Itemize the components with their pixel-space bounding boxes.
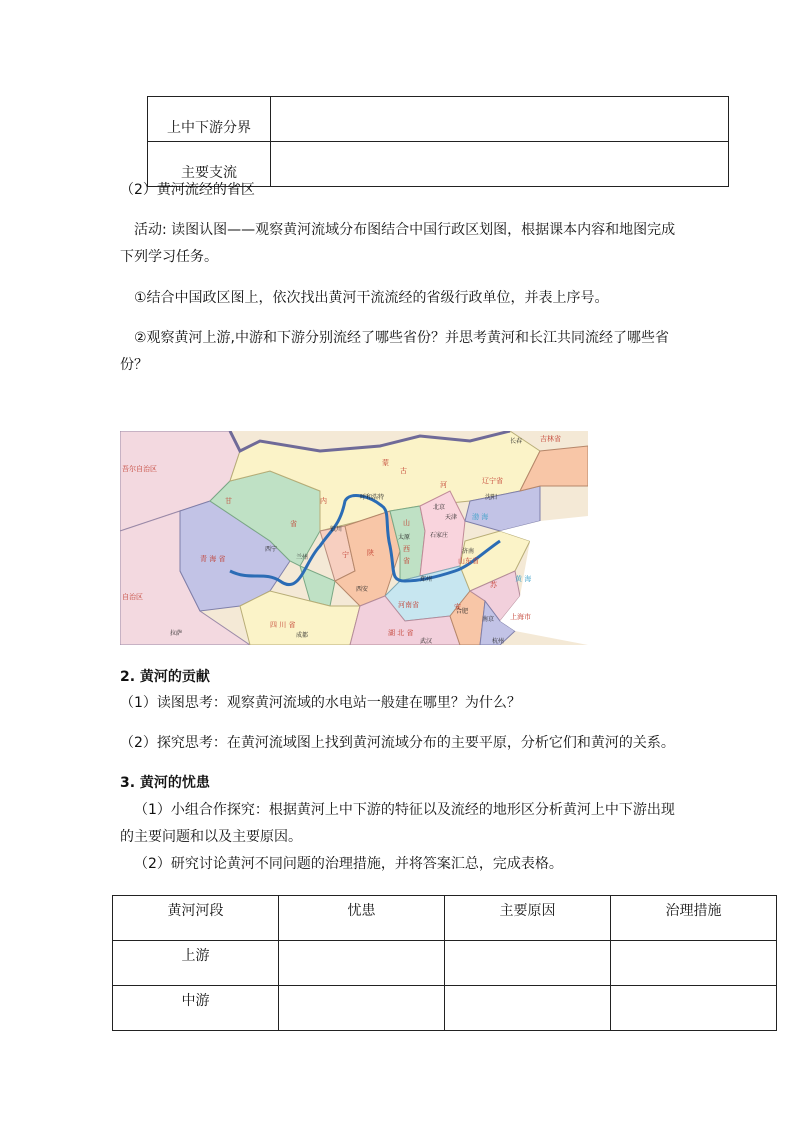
map-label: 蒙 bbox=[382, 459, 389, 467]
map-label: 山东省 bbox=[458, 557, 479, 565]
map-city-label: 西安 bbox=[356, 586, 369, 593]
table-cell-label: 上中下游分界 bbox=[148, 97, 271, 142]
map-city-label: 长春 bbox=[510, 438, 523, 445]
map-label: 上海市 bbox=[510, 613, 531, 621]
map-label: 安 bbox=[454, 603, 461, 611]
section-3-heading: 3. 黄河的忧患 bbox=[120, 775, 210, 791]
map-city-label: 济南 bbox=[462, 548, 475, 555]
map-city-label: 太原 bbox=[398, 534, 411, 541]
map-city-label: 沈阳 bbox=[485, 494, 498, 501]
map-label: 山 bbox=[403, 519, 410, 527]
section-2-q2: （2）探究思考：在黄河流域图上找到黄河流域分布的主要平原，分析它们和黄河的关系。 bbox=[120, 735, 675, 751]
map-label: 苏 bbox=[490, 581, 497, 589]
table-cell-answer[interactable] bbox=[279, 941, 445, 986]
map-city-label: 石家庄 bbox=[430, 532, 449, 539]
table-cell-answer[interactable] bbox=[445, 986, 611, 1031]
section-3-q1-cont: 的主要问题和以及主要原因。 bbox=[120, 829, 302, 845]
map-label: 古 bbox=[400, 467, 407, 475]
map-label: 吾尔自治区 bbox=[122, 465, 157, 473]
map-city-label: 天津 bbox=[445, 514, 458, 521]
section-3-q1: （1）小组合作探究：根据黄河上中下游的特征以及流经的地形区分析黄河上中下游出现 bbox=[134, 802, 675, 818]
map-label: 青 海 省 bbox=[200, 555, 226, 563]
section-2-q1: （1）读图思考：观察黄河流域的水电站一般建在哪里？为什么？ bbox=[120, 695, 521, 711]
map-label: 省 bbox=[403, 557, 410, 565]
map-label: 吉林省 bbox=[540, 435, 561, 443]
yellow-river-basin-map bbox=[120, 431, 588, 645]
table-row bbox=[148, 97, 729, 142]
table-row bbox=[113, 986, 777, 1031]
map-sea-label: 黄 海 bbox=[515, 575, 532, 583]
table-header-cell: 治理措施 bbox=[611, 896, 777, 941]
table-cell-answer[interactable] bbox=[611, 986, 777, 1031]
map-label: 自治区 bbox=[122, 593, 143, 601]
section-heading: （2）黄河流经的省区 bbox=[120, 182, 255, 198]
task-2-cont: 份？ bbox=[120, 357, 148, 373]
map-label: 河南省 bbox=[398, 601, 419, 609]
map-label: 甘 bbox=[225, 497, 232, 505]
map-city-label: 银川 bbox=[330, 526, 343, 533]
task-1: ①结合中国政区图上，依次找出黄河干流流经的省级行政单位，并表上序号。 bbox=[134, 290, 609, 306]
map-label: 省 bbox=[290, 520, 297, 528]
map-city-label: 呼和浩特 bbox=[360, 494, 385, 501]
task-2: ②观察黄河上游,中游和下游分别流经了哪些省份？并思考黄河和长江共同流经了哪些省 bbox=[134, 330, 669, 346]
river-sections-table bbox=[147, 96, 729, 187]
table-cell-answer[interactable] bbox=[445, 941, 611, 986]
section-2-heading: 2. 黄河的贡献 bbox=[120, 669, 210, 685]
table-cell-section: 上游 bbox=[113, 941, 279, 986]
table-cell-answer[interactable] bbox=[279, 986, 445, 1031]
map-city-label: 武汉 bbox=[420, 638, 433, 645]
map-label: 宁 bbox=[342, 551, 349, 559]
map-city-label: 西宁 bbox=[265, 546, 278, 553]
map-label: 陕 bbox=[367, 549, 374, 557]
map-label: 辽宁省 bbox=[482, 477, 503, 485]
map-city-label: 杭州 bbox=[492, 638, 505, 645]
map-city-label: 拉萨 bbox=[170, 630, 183, 637]
table-cell-label: 主要支流 bbox=[148, 142, 271, 187]
table-header-cell: 忧患 bbox=[279, 896, 445, 941]
map-city-label: 兰州 bbox=[296, 554, 309, 561]
table-cell-section: 中游 bbox=[113, 986, 279, 1031]
map-label: 四 川 省 bbox=[270, 621, 296, 629]
table-cell-answer[interactable] bbox=[271, 142, 729, 187]
map-city-label: 北京 bbox=[433, 504, 446, 511]
river-problems-table bbox=[112, 895, 777, 1031]
map-label: 西 bbox=[403, 545, 410, 553]
map-city-label: 成都 bbox=[296, 632, 309, 639]
map-city-label: 合肥 bbox=[456, 608, 469, 615]
table-cell-answer[interactable] bbox=[271, 97, 729, 142]
section-3-q2: （2）研究讨论黄河不同问题的治理措施，并将答案汇总，完成表格。 bbox=[134, 856, 563, 872]
table-header-row bbox=[113, 896, 777, 941]
table-header-cell: 黄河河段 bbox=[113, 896, 279, 941]
table-row bbox=[113, 941, 777, 986]
map-label: 内 bbox=[320, 497, 327, 505]
activity-text-cont: 下列学习任务。 bbox=[120, 249, 218, 265]
map-sea-label: 渤 海 bbox=[472, 513, 489, 521]
activity-text: 活动: 读图认图——观察黄河流域分布图结合中国行政区划图，根据课本内容和地图完成 bbox=[134, 222, 676, 238]
table-cell-answer[interactable] bbox=[611, 941, 777, 986]
map-city-label: 南京 bbox=[482, 616, 495, 623]
map-label: 湖 北 省 bbox=[388, 629, 414, 637]
map-label: 河 bbox=[440, 481, 447, 489]
map-city-label: 郑州 bbox=[420, 576, 433, 583]
table-header-cell: 主要原因 bbox=[445, 896, 611, 941]
